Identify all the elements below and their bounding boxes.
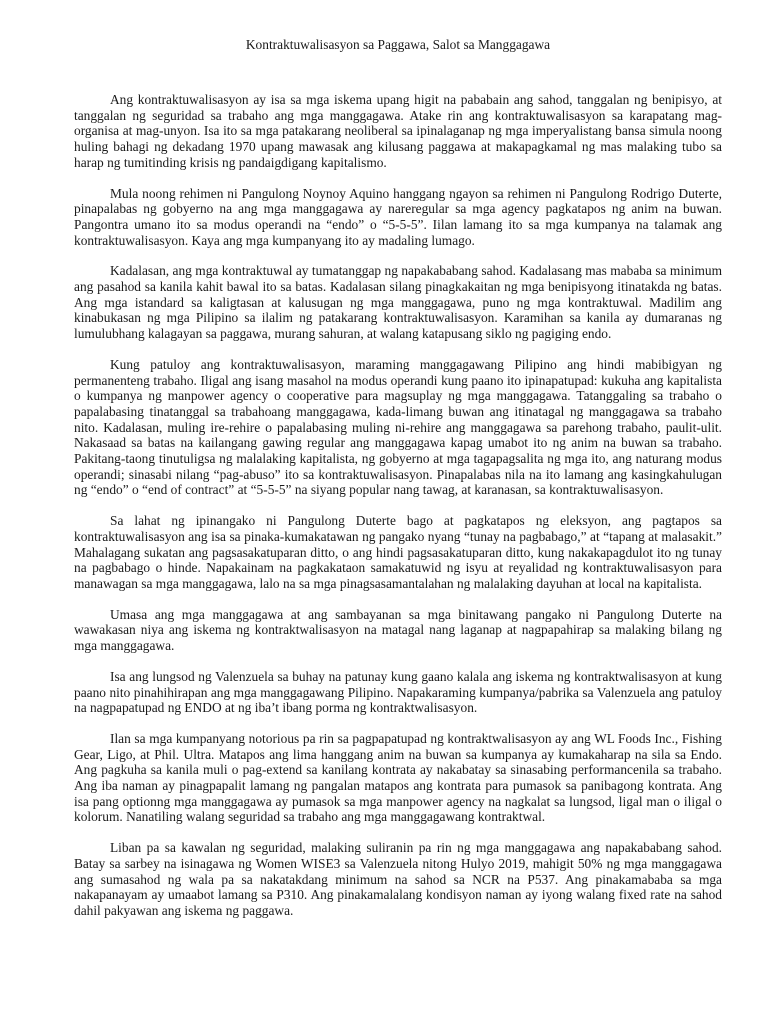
paragraph-2: Mula noong rehimen ni Pangulong Noynoy Aquino hanggang ngayon sa rehimen ni Pangulong Rodrigo Duterte, pinapalabas ng gobyerno na ang mga manggagawa ay nareregular sa mga agency pagkatapos ng anim na buwan. Pangontra umano ito sa modus operandi na “endo” o “5-5-5”. Iilan lamang ito sa mga kumpanya na talamak ang kontraktuwalisasyon. Kaya ang mga kumpanyang ito ay madaling lumago. xyxy=(74,185,722,248)
paragraph-3: Kadalasan, ang mga kontraktuwal ay tumatanggap ng napakababang sahod. Kadalasang mas mababa sa minimum ang pasahod sa kanila kahit bawal ito sa batas. Kadalasan silang pinagkakaitan ng mga benipisyong itinatakda ng batas. Ang mga istandard sa kaligtasan at kalusugan ng mga manggagawa, puno ng mga kontraktuwal. Madilim ang kinabukasan ng mga Pilipino sa ilalim ng patakarang kontraktuwalisasyon. Karamihan sa kanila ay dumaranas ng lumulubhang kalagayan sa paggawa, murang sahuran, at walang katapusang siklo ng pagiging endo. xyxy=(74,263,722,342)
paragraph-5: Sa lahat ng ipinangako ni Pangulong Duterte bago at pagkatapos ng eleksyon, ang pagtapos sa kontraktuwalisasyon ang isa sa pinaka-kumakatawan ng pangako nyang “tunay na pagbabago,” at “tapang at malasakit.” Mahalagang sukatan ang pagsasakatuparan ditto, o ang hindi pagsasakatuparan ditto, kung nakakapagdulot ito ng tunay na pagbabago o hinde. Napakainam na pagkakataon samakatuwid ng isyu at reyalidad ng kontraktuwalisasyon para manawagan sa mga manggagawa, lalo na sa mga pinagsasamantalahan ng malalaking dayuhan at local na kapitalista. xyxy=(74,513,722,591)
document-page xyxy=(74,36,722,934)
paragraph-4: Kung patuloy ang kontraktuwalisasyon, maraming manggagawang Pilipino ang hindi mabibigyan ng permanenteng trabaho. Iligal ang isang masahol na modus operandi kung paano ito ipinapatupad: kukuha ang kapitalista o kumpanya ng manpower agency o cooperative para magsuplay ng mga manggagawa. Tatanggaling sa trabaho o papalabasing tinatanggal sa trabahoang manggagawa, kada-limang buwan ang itinatagal ng manggagawa sa trabaho nito. Kadalasan, muling ire-rehire o papalabasing muling ni-rehire ang manggagawa sa parehong trabaho, paulit-ulit. Nakasaad sa batas na kailangang gawing regular ang manggagawa kapag umabot ito ng anim na buwan sa trabaho. Pakitang-taong tinutuligsa ng malalaking kapitalista, ng gobyerno at mga tagapagsalita ng mga ito, ang naturang modus operandi; sinasabi nilang “pag-abuso” ito sa kontraktuwalisasyon. Pinapalabas nila na ito lamang ang kasingkahulugan ng “endo” o “end of contract” at “5-5-5” na siyang popular nang tawag, at karanasan, sa kontraktuwalisasyon. xyxy=(74,356,722,498)
paragraph-9: Liban pa sa kawalan ng seguridad, malaking suliranin pa rin ng mga manggagawa ang napakababang sahod. Batay sa sarbey na isinagawa ng Women WISE3 sa Valenzuela nitong Hulyo 2019, mahigit 50% ng mga manggagawa ang sumasahod ng wala pa sa nakatakdang minimum na sahod sa NCR na P537. Ang pinakamababa sa mga nakapanayam ay umaabot lamang sa P310. Ang pinakamalalang kondisyon naman ay iyong walang fixed rate na sahod dahil pakyawan ang iskema ng paggawa. xyxy=(74,840,722,918)
document-title: Kontraktuwalisasyon sa Paggawa, Salot sa Manggagawa xyxy=(245,37,551,52)
paragraph-1: Ang kontraktuwalisasyon ay isa sa mga iskema upang higit na pababain ang sahod, tanggalan ng benipisyo, at tanggalan ng seguridad sa trabaho ang mga manggagawa. Atake rin ang kontraktuwalisasyon sa karapatang mag-organisa at mag-unyon. Isa ito sa mga patakarang neoliberal sa ipinalaganap ng mga imperyalistang bansa simula noong huling bahagi ng dekadang 1970 upang mawasak ang kilusang paggawa at makapagkamal ng mas malaking tubo sa harap ng tumitinding krisis ng pandaigdigang kapitalismo. xyxy=(74,92,722,170)
paragraph-6: Umasa ang mga manggagawa at ang sambayanan sa mga binitawang pangako ni Pangulong Duterte na wawakasan niya ang iskema ng kontraktwalisasyon na matagal nang laganap at nagpapahirap sa malaking bilang ng mga manggagawa. xyxy=(74,606,722,654)
paragraph-7: Isa ang lungsod ng Valenzuela sa buhay na patunay kung gaano kalala ang iskema ng kontraktwalisasyon at kung paano nito pinahihirapan ang mga manggagawang Pilipino. Napakaraming kumpanya/pabrika sa Valenzuela ang patuloy na nagpapatupad ng ENDO at ng iba’t ibang porma ng kontraktwalisasyon. xyxy=(74,668,722,716)
paragraph-8: Ilan sa mga kumpanyang notorious pa rin sa pagpapatupad ng kontraktwalisasyon ay ang WL Foods Inc., Fishing Gear, Ligo, at Phil. Ultra. Matapos ang lima hanggang anim na buwan sa kumpanya ay kumakaharap na sila sa Endo. Ang pagkuha sa kanila muli o pag-extend sa kanilang kontrata ay nakabatay sa sinasabing performancenila sa trabaho. Ang iba naman ay pinagpapalit lamang ng pangalan matapos ang kontrata para pumasok sa panibagong kontrata. Ang isa pang optionng mga manggagawa ay pumasok sa mga manpower agency na nagkalat sa lungsod, ligal man o iligal o kolorum. Nanatiling walang seguridad sa trabaho ang mga manggagawang kontraktwal. xyxy=(74,730,722,825)
